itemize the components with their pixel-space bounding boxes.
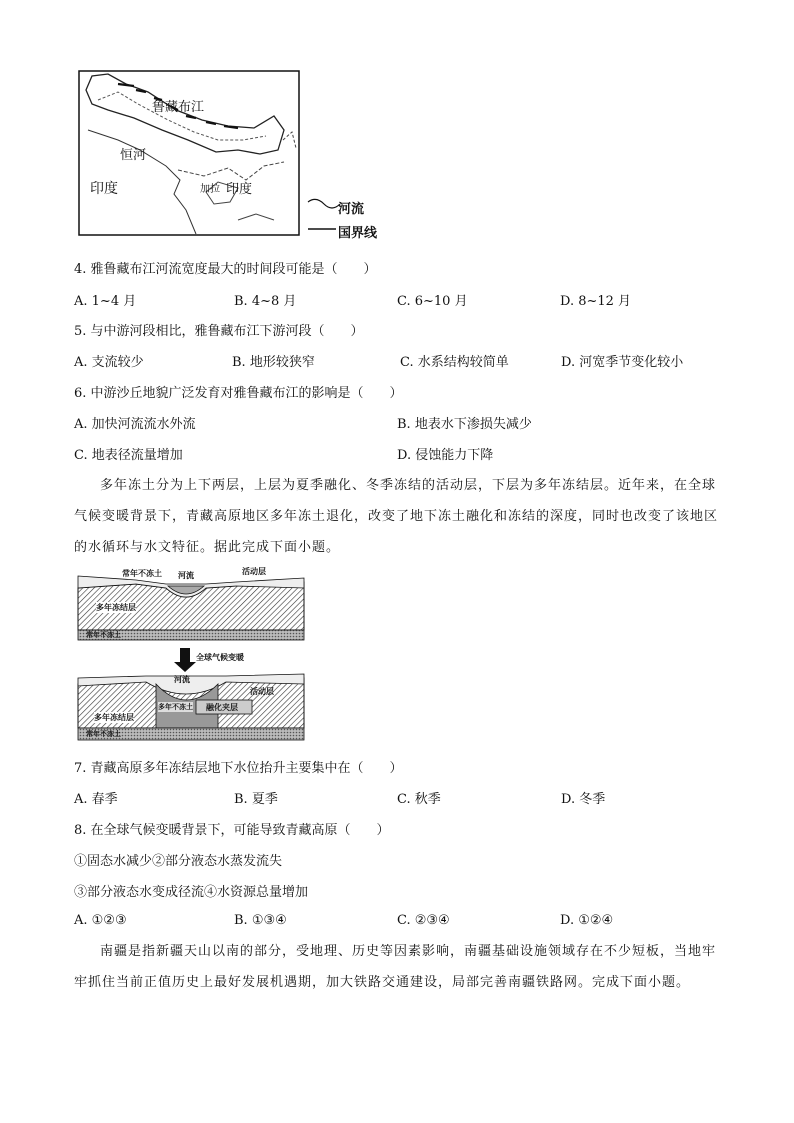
q8-option-d[interactable]: D. ①②④ — [560, 913, 614, 928]
q5-option-b[interactable]: B. 地形较狭窄 — [232, 355, 315, 370]
q4-option-b[interactable]: B. 4~8 月 — [234, 294, 297, 309]
label-bottom-active: 活动层 — [250, 687, 274, 696]
map-label-ganges: 恒河 — [120, 148, 147, 163]
q8-option-b[interactable]: B. ①③④ — [234, 913, 287, 928]
label-top-active: 活动层 — [242, 567, 266, 576]
legend-border: 国界线 — [338, 226, 378, 241]
label-top-bottom: 常年不冻土 — [86, 631, 121, 639]
q7-option-c[interactable]: C. 秋季 — [397, 792, 441, 807]
map-label-india-right: 印度 — [226, 182, 253, 197]
q4-option-a[interactable]: A. 1~4 月 — [74, 294, 137, 309]
question-5-stem: 5. 与中游河段相比，雅鲁藏布江下游河段（ ） — [74, 324, 364, 339]
permafrost-diagram — [76, 566, 308, 744]
region-map — [78, 70, 300, 236]
q7-option-b[interactable]: B. 夏季 — [234, 792, 278, 807]
label-bottom-talik: 多年不冻土 — [158, 703, 193, 711]
legend-swatches — [306, 196, 342, 236]
label-top-river: 河流 — [178, 571, 194, 580]
q8-statements-1: ①固态水减少②部分液态水蒸发流失 — [74, 854, 283, 869]
q6-option-d[interactable]: D. 侵蚀能力下降 — [397, 448, 494, 463]
label-top-permafrost: 常年不冻土 — [122, 569, 162, 578]
label-arrow: 全球气候变暖 — [196, 653, 244, 662]
map-legend — [306, 196, 426, 242]
question-4-stem: 4. 雅鲁藏布江河流宽度最大的时间段可能是（ ） — [74, 262, 377, 277]
map-label-yarlung: 鲁藏布江 — [152, 100, 205, 115]
q8-option-c[interactable]: C. ②③④ — [397, 913, 450, 928]
q5-option-d[interactable]: D. 河宽季节变化较小 — [561, 355, 684, 370]
map-graphic — [78, 70, 300, 236]
map-label-dam: 加拉 — [200, 184, 220, 195]
passage-south-xinjiang: 南疆是指新疆天山以南的部分，受地理、历史等因素影响，南疆基础设施领域存在不少短板，当地牢牢抓住当前正值历史上最好发展机遇期，加大铁路交通建设，局部完善南疆铁路网。完成下面小题。 — [74, 944, 717, 990]
label-bottom-bottom: 常年不冻土 — [86, 730, 121, 738]
q5-option-a[interactable]: A. 支流较少 — [74, 355, 144, 370]
q4-option-d[interactable]: D. 8~12 月 — [560, 294, 632, 309]
passage-permafrost: 多年冻土分为上下两层，上层为夏季融化、冬季冻结的活动层，下层为多年冻结层。近年来，在全球气候变暖背景下，青藏高原地区多年冻土退化，改变了地下冻土融化和冻结的深度，同时也改变了该地区的水循环与水文特征。据此完成下面小题。 — [74, 478, 719, 555]
q5-option-c[interactable]: C. 水系结构较简单 — [400, 355, 509, 370]
label-bottom-river: 河流 — [174, 675, 190, 684]
question-7-stem: 7. 青藏高原多年冻结层地下水位抬升主要集中在（ ） — [74, 761, 403, 776]
question-6-stem: 6. 中游沙丘地貌广泛发育对雅鲁藏布江的影响是（ ） — [74, 386, 403, 401]
map-label-india-left: 印度 — [90, 181, 118, 197]
q8-statements-2: ③部分液态水变成径流④水资源总量增加 — [74, 885, 309, 900]
question-8-stem: 8. 在全球气候变暖背景下，可能导致青藏高原（ ） — [74, 823, 390, 838]
q6-option-b[interactable]: B. 地表水下渗损失减少 — [397, 417, 532, 432]
q7-option-d[interactable]: D. 冬季 — [561, 792, 606, 807]
q6-option-c[interactable]: C. 地表径流量增加 — [74, 448, 183, 463]
legend-river: 河流 — [338, 202, 365, 217]
label-bottom-thaw: 融化夹层 — [206, 703, 238, 712]
q8-option-a[interactable]: A. ①②③ — [74, 913, 127, 928]
label-top-frozen: 多年冻结层 — [96, 603, 136, 612]
q6-option-a[interactable]: A. 加快河流流水外流 — [74, 417, 196, 432]
q7-option-a[interactable]: A. 春季 — [74, 792, 118, 807]
q4-option-c[interactable]: C. 6~10 月 — [397, 294, 468, 309]
label-bottom-frozen: 多年冻结层 — [94, 713, 134, 722]
